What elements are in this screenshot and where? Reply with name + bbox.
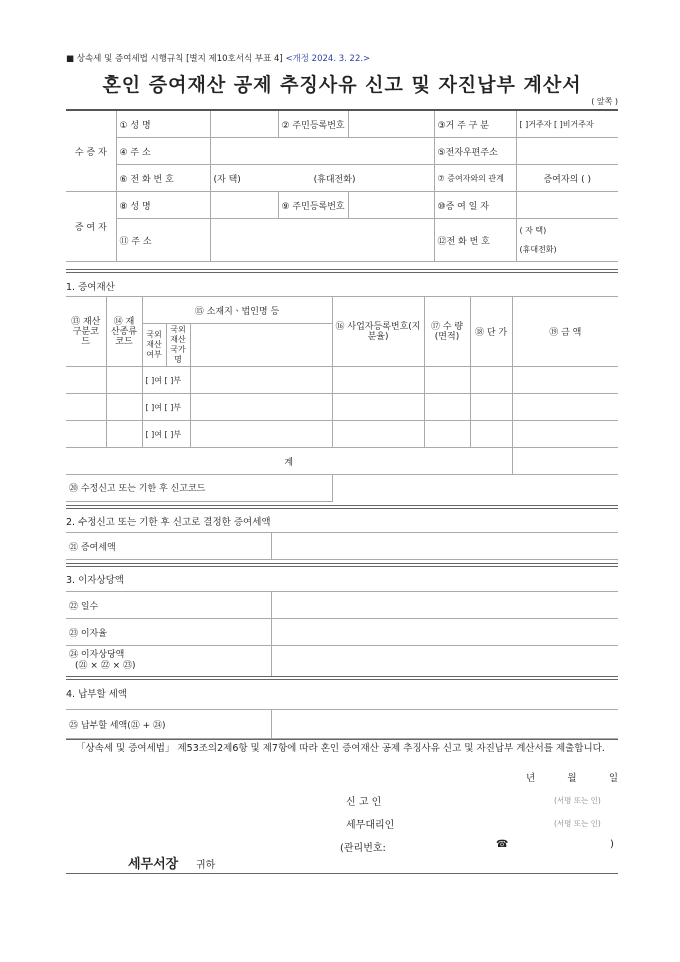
gift-tax-field[interactable] [271,533,618,560]
donor-phone-mobile: (휴대전화) [519,245,557,254]
table-row [66,394,618,421]
donor-label: 증 여 자 [66,192,116,262]
month-label: 월 [567,773,577,784]
donee-relation-field[interactable]: 증여자의 ( ) [516,165,618,192]
year-label: 년 [526,773,536,784]
payable-tax-label: ㉕ 납부할 세액(㉑ + ㉔) [66,710,271,739]
agent-label: 세무대리인 [346,820,395,831]
donee-label: 수 증 자 [66,110,116,192]
col-business-number: ⑯ 사업자등록번호(지분율) [332,297,424,367]
donor-phone-home: ( 자 택) [519,226,547,235]
interest-amount-formula: (㉑ × ㉒ × ㉓) [75,661,136,671]
phone-icon: ☎ [496,839,509,850]
donor-date-field[interactable] [516,192,618,219]
amended-filing-code-label: ⑳ 수정신고 또는 기한 후 신고코드 [66,475,332,502]
management-close: ) [610,839,614,850]
gift-tax-label: ㉑ 증여세액 [66,533,271,560]
overseas-yes-no[interactable]: [ ]여 [ ]부 [142,394,190,421]
section3-rule [66,563,618,567]
donor-rrn-label: ⑨ 주민등록번호 [278,192,348,219]
declaration-text: 「상속세 및 증여세법」 제53조의2제6항 및 제7항에 따라 혼인 증여재산 공제 추징사유 신고 및 자진납부 계산서를 제출합니다. [76,743,605,754]
col-location-detail [190,324,332,367]
regulation-text: ■ 상속세 및 증여세법 시행규칙 [별지 제10호서식 부표 4] [66,54,283,64]
payable-tax-field[interactable] [271,710,618,739]
section2-table [66,532,618,560]
interest-amount-field[interactable] [271,646,618,677]
section4-rule [66,676,618,680]
section1-title: 1. 증여재산 [66,282,115,293]
agent-signature[interactable]: (서명 또는 인) [554,819,601,828]
overseas-yes-no[interactable]: [ ]여 [ ]부 [142,367,190,394]
donee-name-label: ① 성 명 [116,110,210,138]
donee-phone-mobile: (휴대전화) [313,174,356,185]
interest-rate-label: ㉓ 이자율 [66,619,271,646]
section1-rule [66,269,618,273]
revision-text: <개정 2024. 3. 22.> [285,54,371,64]
col-property-class-code: ⑬ 재산구분코드 [66,297,106,367]
party-block [66,109,618,262]
section3-title: 3. 이자상당액 [66,575,124,586]
table-row [66,421,618,448]
donee-phone-field[interactable] [210,165,434,192]
col-quantity: ⑰ 수 량(면적) [424,297,470,367]
reporter-label: 신 고 인 [346,797,382,808]
col-location: ⑮ 소재지ㆍ법인명 등 [142,297,332,324]
col-amount: ⑲ 금 액 [512,297,618,367]
front-label: ( 앞쪽 ) [591,97,618,106]
donee-rrn-field[interactable] [348,110,434,138]
donee-residency-label: ③거 주 구 분 [434,110,516,138]
col-overseas-flag: 국외재산여부 [142,324,166,367]
col-property-type-code: ⑭ 재산종류코드 [106,297,142,367]
donor-date-label: ⑩증 여 일 자 [434,192,516,219]
honorific-label: 귀하 [196,860,216,871]
donee-email-field[interactable] [516,138,618,165]
form-header [66,52,618,64]
donee-email-label: ⑤전자우편주소 [434,138,516,165]
tax-office-label: 세무서장 [128,857,179,872]
donee-relation-label: ⑦ 증여자와의 관계 [434,165,516,192]
management-number-label: (관리번호: [340,843,386,854]
interest-rate-field[interactable] [271,619,618,646]
form-title: 혼인 증여재산 공제 추징사유 신고 및 자진납부 계산서 [102,74,582,96]
donee-phone-label: ⑥ 전 화 번 호 [116,165,210,192]
declaration-rule [66,739,618,740]
donee-residency-checkboxes[interactable]: [ ]거주자 [ ]비거주자 [516,110,618,138]
donee-name-field[interactable] [210,110,278,138]
table-row [66,367,618,394]
donee-address-field[interactable] [210,138,434,165]
interest-amount-label [66,646,271,677]
donor-phone-field[interactable] [516,219,618,262]
donor-address-label: ⑪ 주 소 [116,219,210,262]
donor-name-field[interactable] [210,192,278,219]
donor-phone-label: ⑫전 화 번 호 [434,219,516,262]
col-unit-price: ⑱ 단 가 [470,297,512,367]
section3-table [66,591,618,677]
interest-amount-title: ㉔ 이자상당액 [69,650,125,660]
amended-filing-code-field[interactable] [332,475,618,502]
total-amount-field[interactable] [512,448,618,475]
overseas-yes-no[interactable]: [ ]여 [ ]부 [142,421,190,448]
section2-rule [66,505,618,509]
section4-table [66,709,618,739]
donee-phone-home: (자 택) [213,174,241,185]
donor-name-label: ⑧ 성 명 [116,192,210,219]
reporter-signature[interactable]: (서명 또는 인) [554,796,601,805]
donee-address-label: ④ 주 소 [116,138,210,165]
section2-title: 2. 수정신고 또는 기한 후 신고로 결정한 증여세액 [66,517,271,528]
bottom-rule [66,873,618,874]
day-label: 일 [608,773,618,784]
donor-address-field[interactable] [210,219,434,262]
property-table [66,296,618,502]
days-field[interactable] [271,592,618,619]
col-overseas-country: 국외재산국가명 [166,324,190,367]
total-label: 계 [66,448,512,475]
section4-title: 4. 납부할 세액 [66,689,127,700]
donee-rrn-label: ② 주민등록번호 [278,110,348,138]
donor-rrn-field[interactable] [348,192,434,219]
days-label: ㉒ 일수 [66,592,271,619]
date-line [526,770,618,784]
